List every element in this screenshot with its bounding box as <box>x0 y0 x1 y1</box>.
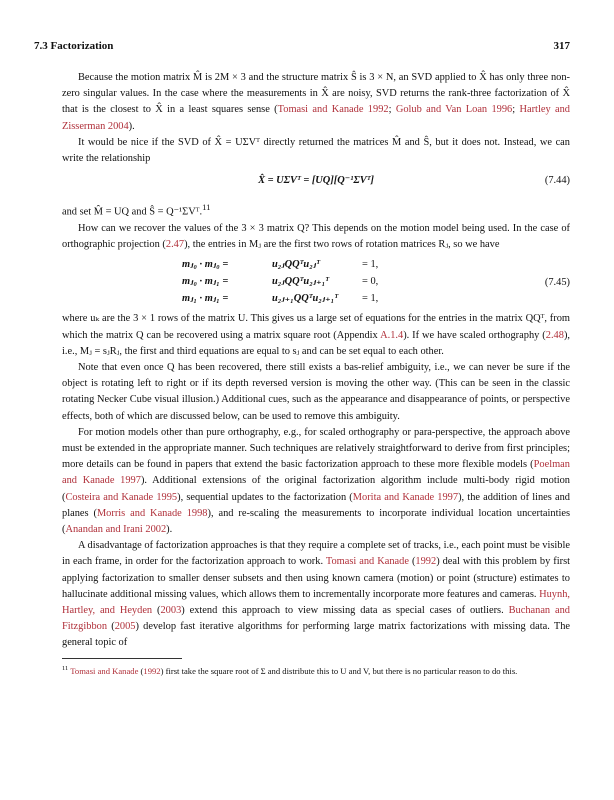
citation-link[interactable]: 2.48 <box>545 329 564 341</box>
text-run: ). <box>128 120 135 132</box>
equation-rhs: = 1, <box>362 293 379 305</box>
paragraph-group-a <box>62 70 570 167</box>
text-run: ), sequential updates to the factorization ( <box>177 491 353 503</box>
text-run: ) develop fast iterative algorithms for performing large matrix factorizations with missing data. The general topic of <box>62 621 570 649</box>
text-run: ) extend this approach to view missing data as special cases of outliers. <box>181 604 509 616</box>
text-run: ), the entries in Mⱼ are the first two rows of rotation matrices Rⱼ, so we have <box>184 239 500 251</box>
paragraph-p5 <box>62 311 570 360</box>
text-run: ). <box>166 523 173 535</box>
text-run: ), the addition of lines and planes ( <box>62 491 570 519</box>
equation-mid: u₂ⱼQQᵀu₂ⱼ₊₁ᵀ <box>272 276 329 288</box>
paragraph-p1 <box>62 70 570 135</box>
text-run: For motion models other than pure orthography, e.g., for scaled orthography or para-perspective, the approach above must be extended in the appropriate manner. Such techniques are relatively straightforward to derive from first principles; more details can be found in papers that extend the basic factorization approach to these more flexible models ( <box>62 426 570 471</box>
text-run: and set M̂ = UQ and Ŝ = Q⁻¹ΣVᵀ. <box>62 206 203 218</box>
text-run: ). Additional extensions of the original factorization algorithm include multi-body rigid motion ( <box>62 475 570 503</box>
citation-link[interactable]: A.1.4 <box>380 329 404 341</box>
paragraph-group-b <box>62 199 570 253</box>
equation-lhs: mⱼ₀ · mⱼ₁ = <box>182 276 229 288</box>
footnote <box>62 663 570 677</box>
citation-link[interactable]: 2005 <box>114 621 136 633</box>
equation-text: X̂ = UΣVᵀ = [UQ][Q⁻¹ΣVᵀ] <box>258 175 374 187</box>
equation-rhs: = 0, <box>362 276 379 288</box>
body-text <box>62 70 570 676</box>
citation-link[interactable]: 2003 <box>160 604 182 616</box>
text-run: ). If we have scaled orthography ( <box>403 329 546 341</box>
equation-lhs: mⱼ₁ · mⱼ₁ = <box>182 293 229 305</box>
equation-row <box>182 291 442 307</box>
citation-link[interactable]: Golub and Van Loan 1996 <box>395 104 513 116</box>
equation-rhs: = 1, <box>362 259 379 271</box>
citation-link[interactable]: Morita and Kanade 1997 <box>352 491 459 503</box>
equation-7-44 <box>62 173 570 195</box>
text-run: ( <box>152 604 161 616</box>
equation-number: (7.45) <box>544 277 570 289</box>
equation-7-45 <box>62 257 570 309</box>
citation-link[interactable]: 1992 <box>143 665 161 676</box>
text-run: ), i.e., Mⱼ = sⱼRⱼ, the first and third equations are equal to sⱼ and can be set equal to each other. <box>62 329 570 357</box>
paragraph-p7 <box>62 425 570 538</box>
text-run: ( <box>107 621 115 633</box>
citation-link[interactable]: 1992 <box>415 556 437 568</box>
citation-link[interactable]: Morris and Kanade 1998 <box>96 507 208 519</box>
paragraph-p6 <box>62 360 570 425</box>
paragraph-p2 <box>62 135 570 167</box>
paragraph-p3 <box>62 199 570 221</box>
citation-link[interactable]: 2.47 <box>165 239 185 251</box>
citation-link[interactable]: Buchanan and Fitzgibbon <box>62 604 570 633</box>
text-run: A disadvantage of factorization approaches is that they require a complete set of tracks, i.e., each point must be visible in each frame, in order for the factorization approach to work. <box>62 540 570 568</box>
footnote-marker: 11 <box>202 202 211 213</box>
equation-lhs: mⱼ₀ · mⱼ₀ = <box>182 259 229 271</box>
citation-link[interactable]: Tomasi and Kanade 1992 <box>277 104 389 116</box>
text-run: Because the motion matrix M̂ is 2M × 3 and the structure matrix Ŝ is 3 × N, an SVD applied to X̂ has only three non-zero singular values. In the case where the measurements in X̂ are noisy, SVD returns the rank-three factorization of X̂ that is the closest to X̂ in a least squares sense ( <box>62 72 570 116</box>
text-run: ) deal with this problem by first applying factorization to smaller denser subsets and then using known camera (motion) or point (structure) estimates to hallucinate additional missing values, which allows them to incrementally incorporate more features and cameras. <box>62 556 571 600</box>
text-run: ) first take the square root of Σ and distribute this to U and V, but there is no particular reason to do this. <box>160 665 518 676</box>
page-number: 317 <box>553 40 570 52</box>
page <box>34 40 570 56</box>
equation-mid: u₂ⱼ₊₁QQᵀu₂ⱼ₊₁ᵀ <box>272 293 339 305</box>
citation-link[interactable]: Anandan and Irani 2002 <box>65 523 167 535</box>
citation-link[interactable]: Huynh, Hartley, and Heyden <box>62 588 570 616</box>
footnote-marker: 11 <box>62 664 69 672</box>
text-run: ), and re-scaling the measurements to incorporate individual location uncertainties ( <box>62 507 571 535</box>
running-head <box>34 40 570 56</box>
paragraph-group-c <box>62 311 570 651</box>
citation-link[interactable]: Tomasi and Kanade <box>70 665 139 676</box>
equation-row <box>182 257 442 273</box>
text-run: ; <box>388 104 396 116</box>
text-run: It would be nice if the SVD of X̂ = UΣVᵀ directly returned the matrices M̂ and Ŝ, but it does not. Instead, we can write the relationship <box>62 136 570 165</box>
citation-link[interactable]: Tomasi and Kanade <box>325 556 409 568</box>
text-run: where uₖ are the 3 × 1 rows of the matrix U. This gives us a large set of equations for the entries in the matrix QQᵀ, from which the matrix Q can be recovered using a matrix square root (Appendix <box>62 313 570 341</box>
citation-link[interactable]: Hartley and Zisserman 2004 <box>62 104 570 132</box>
citation-link[interactable]: Costeira and Kanade 1995 <box>65 491 178 503</box>
text-run: ( <box>138 665 144 676</box>
text-run: Note that even once Q has been recovered, there still exists a bas-relief ambiguity, i.e., we can never be sure if the object is rotating left to right or if its depth reversed version is moving the other way. (This can be seen in the classic rotating Necker Cube visual illusion.) Additional cues, such as the appearance and disappearance of points, or perspective effects, both of which are discussed below, can be used to remove this ambiguity. <box>62 361 570 422</box>
footnote-divider <box>62 658 182 659</box>
paragraph-p8 <box>62 538 570 651</box>
section-title: 7.3 Factorization <box>34 40 114 52</box>
text-run: ; <box>512 104 520 116</box>
equation-mid: u₂ⱼQQᵀu₂ⱼᵀ <box>272 259 320 271</box>
citation-link[interactable]: Poelman and Kanade 1997 <box>62 459 570 487</box>
text-run: How can we recover the values of the 3 × 3 matrix Q? This depends on the motion model being used. In the case of orthographic projection ( <box>62 222 570 251</box>
paragraph-p4 <box>62 221 570 253</box>
equation-row <box>182 274 442 290</box>
equation-number: (7.44) <box>544 175 570 187</box>
text-run: ( <box>408 556 416 568</box>
